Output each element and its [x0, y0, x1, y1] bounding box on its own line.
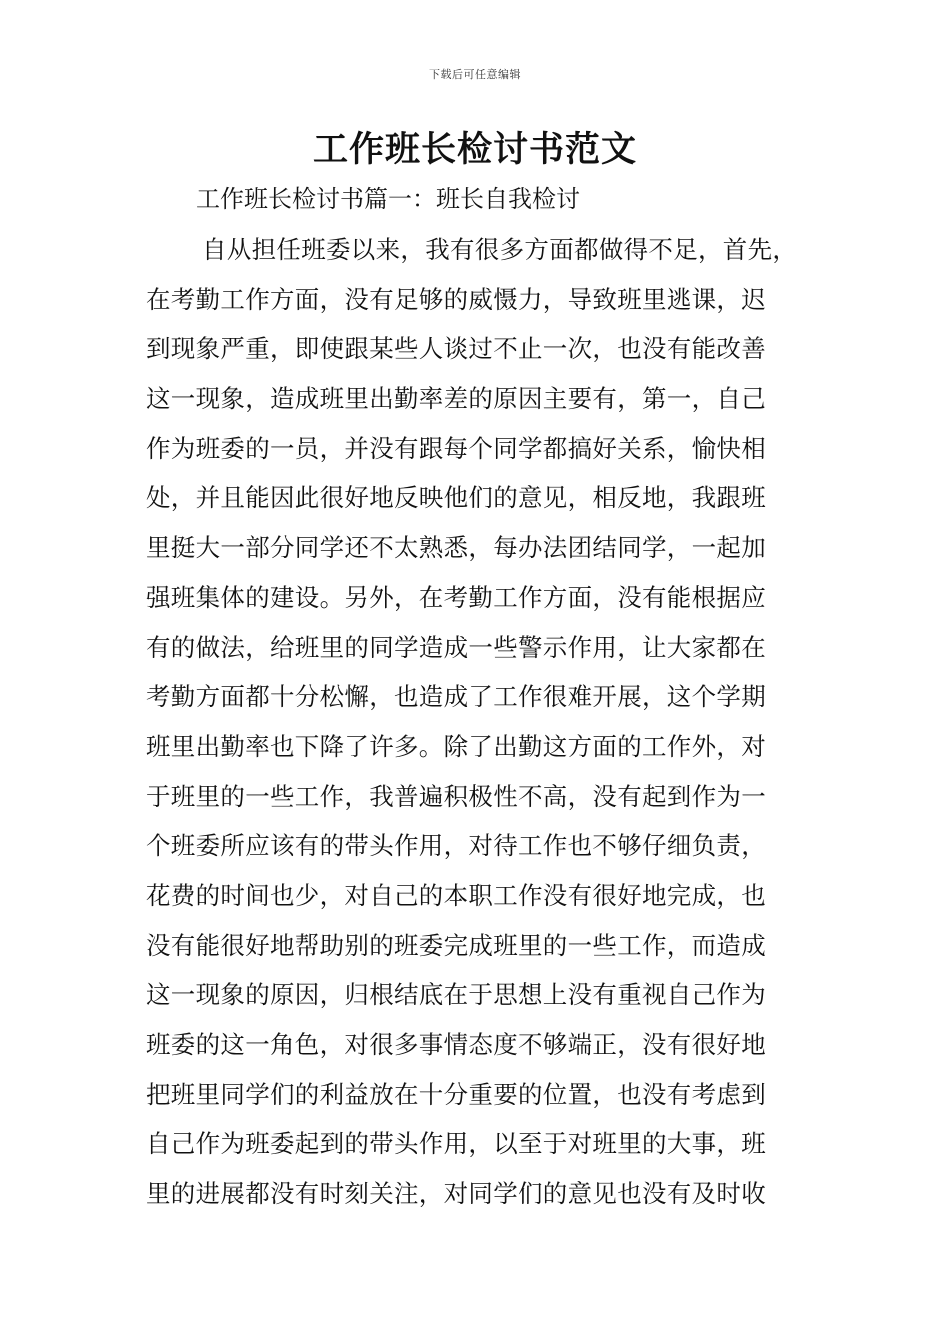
text-line: 自己作为班委起到的带头作用，以至于对班里的大事，班 — [146, 1129, 766, 1159]
section-subtitle: 工作班长检讨书篇一：班长自我检讨 — [196, 185, 580, 213]
text-line: 没有能很好地帮助别的班委完成班里的一些工作，而造成 — [146, 930, 766, 960]
text-line: 于班里的一些工作，我普遍积极性不高，没有起到作为一 — [146, 781, 766, 811]
text-line: 个班委所应该有的带头作用，对待工作也不够仔细负责， — [146, 831, 766, 861]
text-line: 把班里同学们的利益放在十分重要的位置，也没有考虑到 — [146, 1079, 766, 1109]
text-line: 班里出勤率也下降了许多。除了出勤这方面的工作外，对 — [146, 731, 766, 761]
document-title: 工作班长检讨书范文 — [312, 129, 637, 170]
text-line: 这一现象的原因，归根结底在于思想上没有重视自己作为 — [146, 980, 766, 1010]
text-line: 这一现象，造成班里出勤率差的原因主要有，第一，自己 — [146, 384, 766, 414]
text-line: 到现象严重，即使跟某些人谈过不止一次，也没有能改善 — [146, 334, 766, 364]
text-line: 作为班委的一员，并没有跟每个同学都搞好关系，愉快相 — [146, 433, 766, 463]
text-line: 考勤方面都十分松懈，也造成了工作很难开展，这个学期 — [146, 682, 766, 712]
text-line: 花费的时间也少，对自己的本职工作没有很好地完成，也 — [146, 880, 766, 910]
text-line: 里的进展都没有时刻关注，对同学们的意见也没有及时收 — [146, 1179, 766, 1209]
text-line: 有的做法，给班里的同学造成一些警示作用，让大家都在 — [146, 632, 766, 662]
body-paragraph — [146, 232, 836, 1226]
text-line: 班委的这一角色，对很多事情态度不够端正，没有很好地 — [146, 1030, 766, 1059]
text-line: 自从担任班委以来，我有很多方面都做得不足，首先， — [202, 235, 798, 264]
text-line: 强班集体的建设。另外，在考勤工作方面，没有能根据应 — [146, 582, 766, 612]
text-line: 在考勤工作方面，没有足够的威慑力，导致班里逃课，迟 — [146, 284, 766, 314]
text-line: 里挺大一部分同学还不太熟悉，每办法团结同学，一起加 — [146, 533, 766, 563]
header-note: 下载后可任意编辑 — [429, 68, 521, 81]
text-line: 处，并且能因此很好地反映他们的意见，相反地，我跟班 — [146, 483, 766, 513]
